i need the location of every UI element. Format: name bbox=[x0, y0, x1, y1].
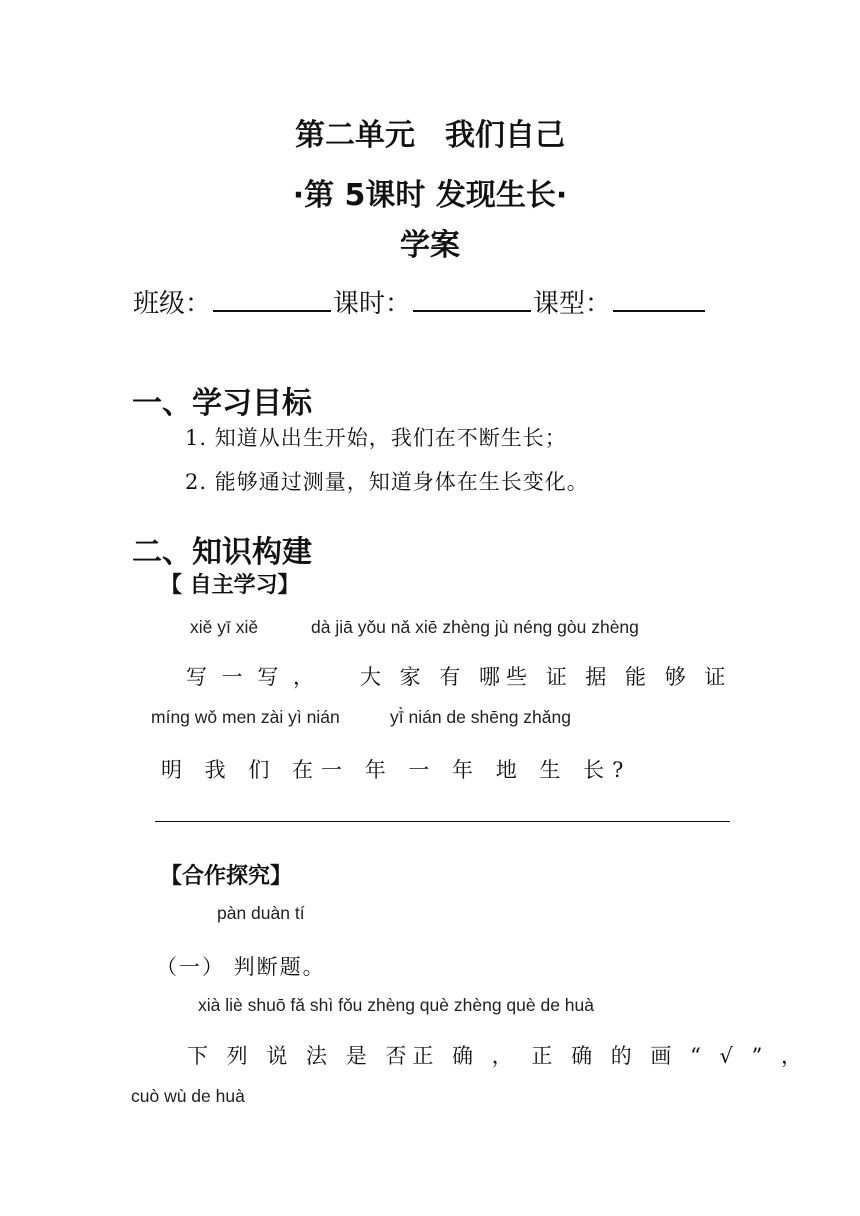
pinyin-line: cuò wù de huà bbox=[131, 1086, 245, 1106]
unit-title: 第二单元 我们自己 bbox=[295, 118, 565, 153]
cooperation-label: 【合作探究】 bbox=[160, 864, 293, 889]
lesson-title: ·第 5课时 发现生长· bbox=[292, 178, 568, 213]
info-fields-row bbox=[133, 283, 707, 320]
pinyin-line: yī̀ nián de shēng zhǎng bbox=[390, 707, 571, 727]
self-study-label: 【 自主学习】 bbox=[160, 573, 300, 598]
pinyin-line: dà jiā yǒu nǎ xiē zhèng jù néng gòu zhèng bbox=[311, 617, 639, 637]
pinyin-line: xiě yī xiě bbox=[190, 617, 259, 637]
type-label: 课型： bbox=[533, 289, 612, 319]
pinyin-line: míng wǒ men zài yì nián bbox=[151, 707, 340, 727]
objective-item-1: 1. 知道从出生开始，我们在不断生长； bbox=[185, 426, 567, 450]
pinyin-line: xià liè shuō fǎ shì fǒu zhèng què zhèng què de huà bbox=[198, 995, 594, 1015]
question-1-label: （一） 判断题。 bbox=[156, 955, 326, 979]
section-heading-knowledge: 二、知识构建 bbox=[132, 535, 312, 570]
objective-item-2: 2. 能够通过测量，知道身体在生长变化。 bbox=[185, 470, 589, 494]
han-line: 大 家 有 哪些 证 据 能 够 证 bbox=[360, 665, 732, 689]
han-line: 明 我 们 在一 年 一 年 地 生 长? bbox=[161, 758, 632, 782]
type-blank[interactable] bbox=[613, 286, 705, 312]
period-label: 课时： bbox=[333, 289, 412, 319]
class-label: 班级： bbox=[133, 289, 212, 319]
instruction-line: 下 列 说 法 是 否正 确 ， 正 确 的 画 “ √ ” ， bbox=[187, 1044, 808, 1068]
section-heading-objectives: 一、学习目标 bbox=[132, 386, 312, 421]
doc-type-title: 学案 bbox=[400, 228, 460, 263]
answer-line[interactable] bbox=[155, 821, 730, 822]
class-blank[interactable] bbox=[213, 286, 331, 312]
han-line: 写 一 写 ， bbox=[186, 665, 319, 689]
period-blank[interactable] bbox=[413, 286, 531, 312]
pinyin-line: pàn duàn tí bbox=[217, 903, 305, 923]
